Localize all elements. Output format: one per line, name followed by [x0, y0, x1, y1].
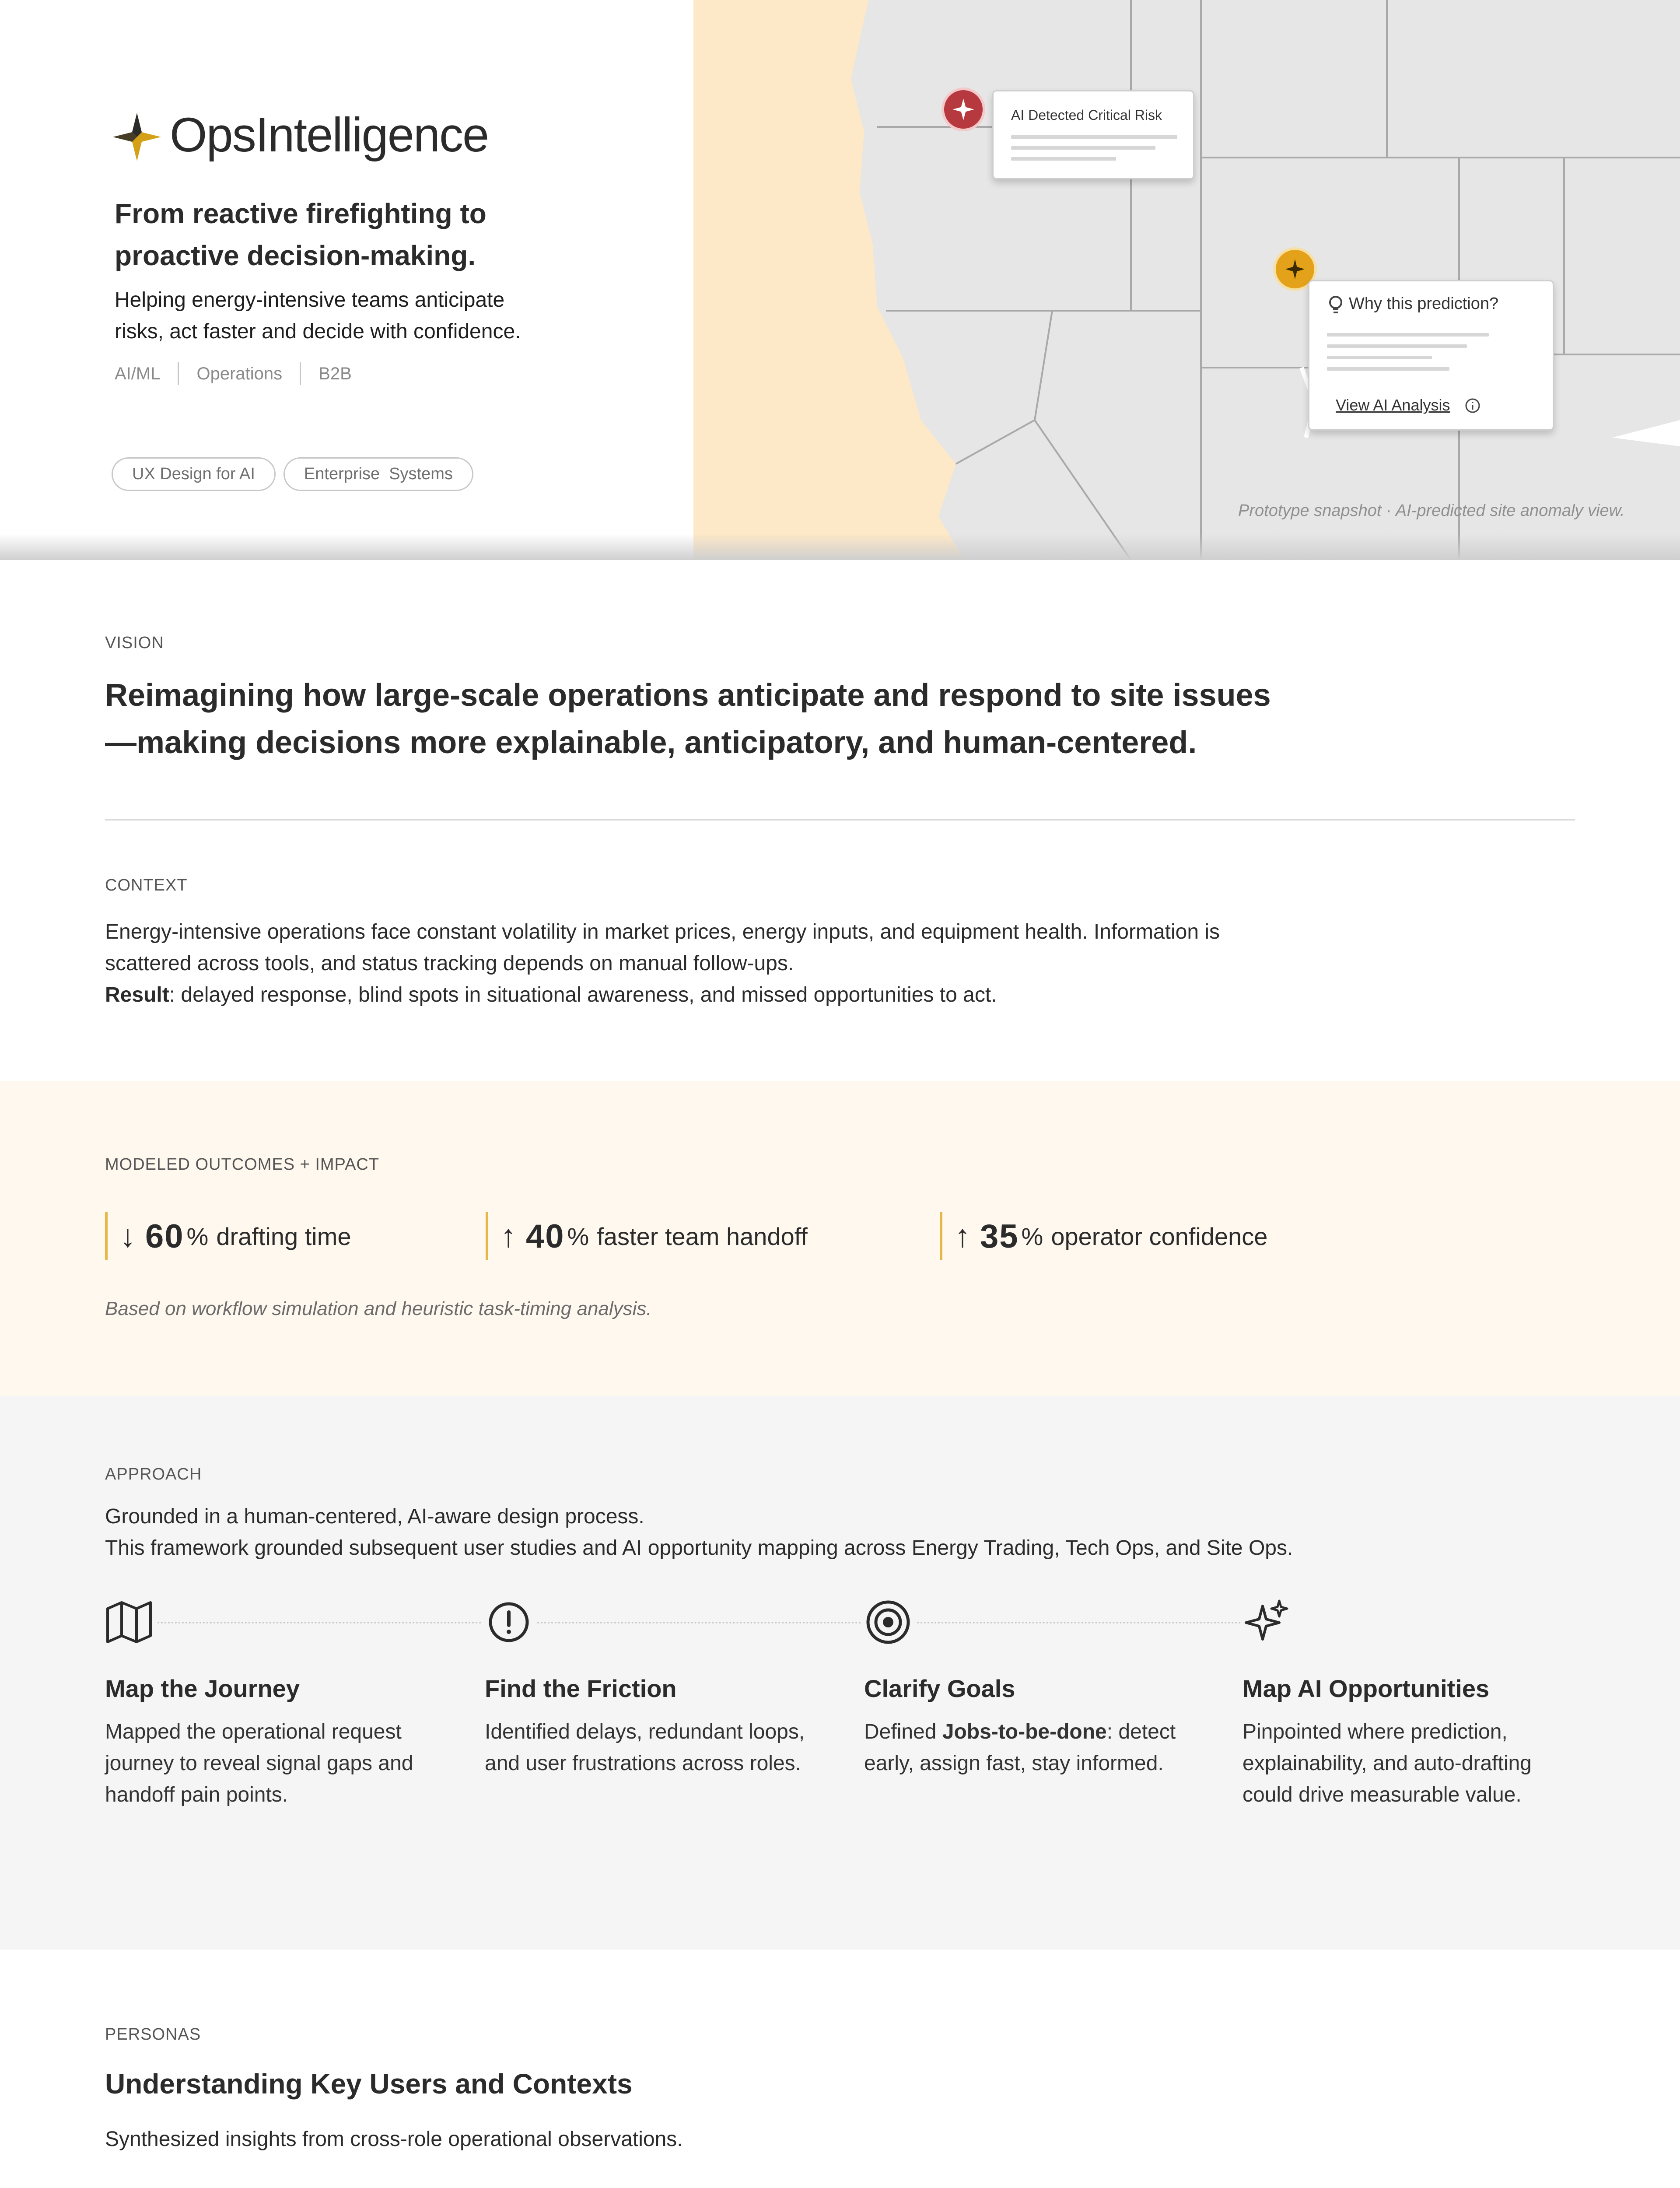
metric-team-handoff	[486, 1212, 808, 1260]
tag-divider	[178, 362, 179, 385]
hero-subtitle: Helping energy-intensive teams anticipate risks, act faster and decide with confidence.	[115, 288, 521, 343]
chip-enterprise-systems: Enterprise Systems	[284, 457, 473, 491]
personas-title: Understanding Key Users and Contexts	[105, 2068, 633, 2100]
metric-unit: %	[186, 1222, 209, 1250]
tag-operations: Operations	[196, 364, 283, 383]
desc-pre: Defined	[864, 1720, 942, 1743]
tag-divider	[300, 362, 301, 385]
step-connector	[917, 1622, 1241, 1623]
metric-text: faster team handoff	[597, 1222, 808, 1250]
personas-subtitle: Synthesized insights from cross-role operational observations.	[105, 2128, 683, 2151]
sparkles-icon	[1242, 1598, 1291, 1646]
desc-post: : detect early, assign fast, stay informed.	[864, 1720, 1176, 1775]
personas-label: PERSONAS	[105, 2025, 201, 2044]
context-label: CONTEXT	[105, 876, 188, 894]
hero-tags	[115, 362, 352, 385]
vision-label: VISION	[105, 634, 164, 652]
info-icon	[1465, 398, 1480, 414]
result-label: Result	[105, 983, 169, 1006]
why-prediction-card[interactable]	[1308, 280, 1554, 431]
tag-b2b: B2B	[318, 364, 352, 383]
approach-line-1: Grounded in a human-centered, AI-aware design process.	[105, 1505, 644, 1528]
why-card-title: Why this prediction?	[1349, 295, 1499, 313]
metric-text: operator confidence	[1051, 1222, 1268, 1250]
arrow-down-icon: ↓	[120, 1219, 136, 1254]
impact-label: MODELED OUTCOMES + IMPACT	[105, 1155, 380, 1174]
bulb-icon	[1327, 295, 1344, 316]
section-divider	[105, 819, 1575, 820]
step-title-find-friction: Find the Friction	[485, 1675, 677, 1702]
step-desc-clarify-goals	[864, 1716, 1197, 1779]
arrow-up-icon: ↑	[955, 1219, 970, 1254]
jobs-to-be-done-term: Jobs-to-be-done	[942, 1720, 1107, 1743]
step-desc-map-ai: Pinpointed where prediction, explainability, and auto-drafting could drive measurable value.	[1242, 1720, 1532, 1806]
target-icon	[864, 1598, 912, 1646]
view-ai-analysis-link[interactable]: View AI Analysis	[1336, 396, 1450, 414]
approach-section	[0, 1396, 1680, 1950]
map-icon	[105, 1598, 153, 1646]
hero-shadow	[0, 534, 1680, 560]
step-desc-find-friction: Identified delays, redundant loops, and user frustrations across roles.	[485, 1720, 805, 1775]
context-text: Energy-intensive operations face constant volatility in market prices, energy inputs, and equipment health. Information is scattered across tools, and status tracking depends on manual follow-ups.	[105, 920, 1220, 975]
vision-statement: Reimagining how large-scale operations anticipate and respond to site issues —making decisions more explainable, anticipatory, and human-centered.	[105, 678, 1271, 760]
metric-operator-confidence	[940, 1212, 1267, 1260]
metric-value: 35	[980, 1217, 1019, 1255]
alert-circle-icon	[485, 1598, 533, 1646]
step-connector	[158, 1622, 481, 1623]
approach-label: APPROACH	[105, 1465, 202, 1483]
metric-text: drafting time	[216, 1222, 351, 1250]
hero-section	[0, 0, 1680, 560]
approach-line-2: This framework grounded subsequent user studies and AI opportunity mapping across Energy Trading, Tech Ops, and Site Ops.	[105, 1536, 1293, 1560]
metric-value: 60	[145, 1217, 184, 1255]
step-title-map-ai: Map AI Opportunities	[1242, 1675, 1490, 1702]
risk-pin-icon[interactable]	[942, 88, 985, 131]
tag-ai-ml: AI/ML	[115, 364, 161, 383]
step-connector	[537, 1622, 861, 1623]
step-title-map-journey: Map the Journey	[105, 1675, 300, 1702]
prototype-caption: Prototype snapshot · AI-predicted site anomaly view.	[1238, 501, 1625, 520]
arrow-up-icon: ↑	[500, 1219, 516, 1254]
result-text: : delayed response, blind spots in situational awareness, and missed opportunities to act.	[169, 983, 997, 1006]
step-title-clarify-goals: Clarify Goals	[864, 1675, 1015, 1702]
metric-unit: %	[1021, 1222, 1043, 1250]
risk-alert-card[interactable]	[992, 90, 1194, 179]
hero-chips	[112, 457, 473, 491]
metric-drafting-time	[105, 1212, 351, 1260]
context-result	[105, 979, 1225, 1011]
brand-name: OpsIntelligence	[170, 108, 489, 162]
chip-ux-design-for-ai: UX Design for AI	[112, 457, 276, 491]
metric-value: 40	[526, 1217, 565, 1255]
step-desc-map-journey: Mapped the operational request journey to reveal signal gaps and handoff pain points.	[105, 1720, 413, 1806]
metric-unit: %	[567, 1222, 589, 1250]
impact-note: Based on workflow simulation and heuristic task-timing analysis.	[105, 1298, 652, 1319]
risk-card-title: AI Detected Critical Risk	[1011, 107, 1162, 123]
hero-title: From reactive firefighting to proactive decision-making.	[115, 198, 486, 271]
brand-star-icon	[113, 113, 161, 161]
